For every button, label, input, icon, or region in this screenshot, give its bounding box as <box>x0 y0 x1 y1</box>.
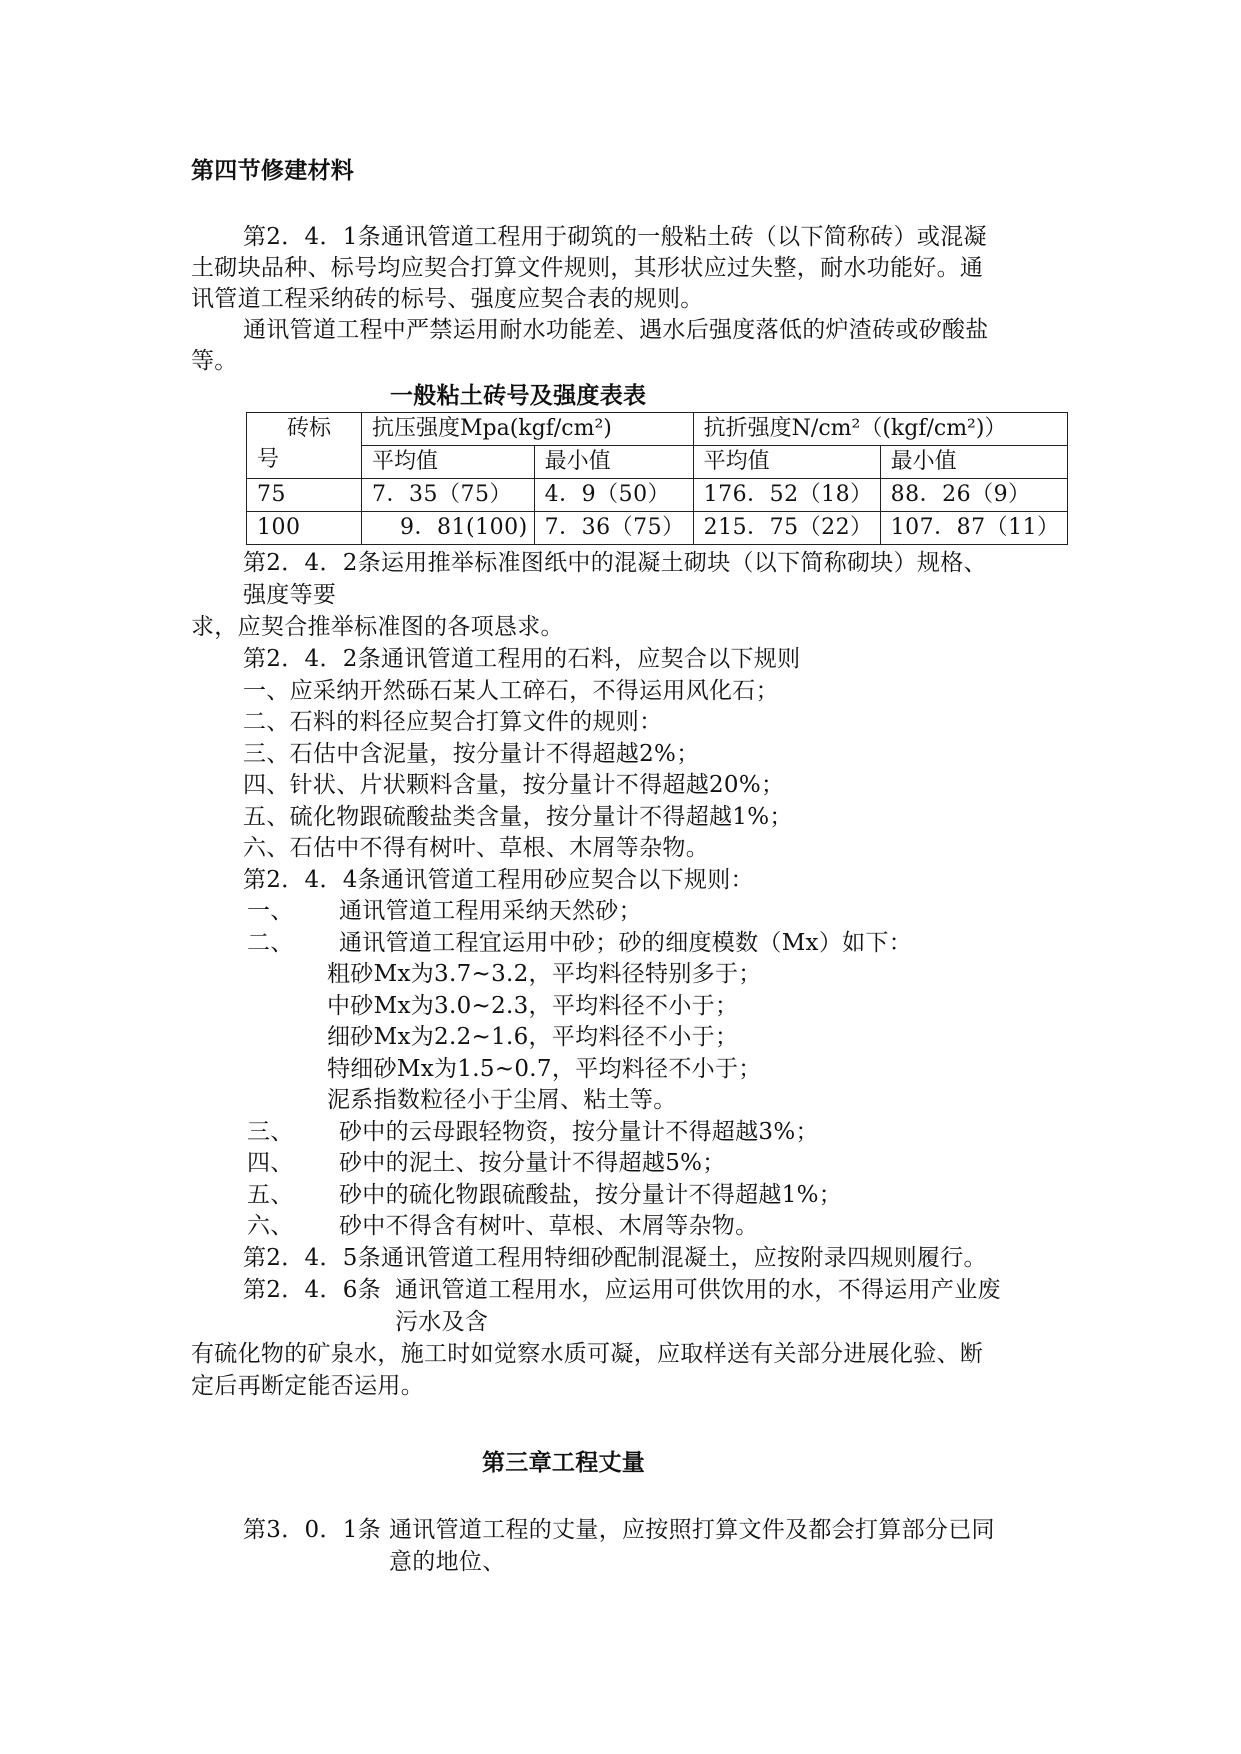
table-cell: 7．35（75） <box>362 479 535 512</box>
table-subheader-row <box>247 446 1068 479</box>
list-number: 四、 <box>247 1150 294 1176</box>
paragraph-line: 第2．4．5条通讯管道工程用特细砂配制混凝土，应按附录四规则履行。 <box>243 1245 987 1271</box>
stone-heading: 第2．4．2条通讯管道工程用的石料，应契合以下规则 <box>243 646 801 672</box>
list-item: 六、石估中不得有树叶、草根、木屑等杂物。 <box>243 835 709 861</box>
table-caption: 一般粘土砖号及强度表表 <box>390 383 647 409</box>
paragraph-line: 通讯管道工程用水，应运用可供饮用的水，不得运用产业废 <box>395 1277 1001 1303</box>
table-cell: 7．36（75） <box>534 512 693 545</box>
list-item: 通讯管道工程宜运用中砂；砂的细度模数（Mx）如下： <box>339 930 913 956</box>
table-header-cell: 抗折强度N/cm²（(kgf/cm²)） <box>693 413 1067 446</box>
paragraph-line: 通讯管道工程的丈量，应按照打算文件及都会打算部分已同 <box>389 1517 995 1543</box>
paragraph-line: 意的地位、 <box>389 1549 506 1575</box>
paragraph-line: 通讯管道工程中严禁运用耐水功能差、遇水后强度落低的炉渣砖或矽酸盐 <box>243 317 989 343</box>
article-label: 第3．0．1条 <box>243 1517 381 1543</box>
table-cell: 107．87（11） <box>880 512 1067 545</box>
table-header-row <box>247 413 1068 446</box>
paragraph-line: 等。 <box>191 348 238 374</box>
table-cell: 100 <box>247 512 362 545</box>
table-header-cell: 平均值 <box>693 446 880 479</box>
paragraph-line: 土砌块品种、标号均应契合打算文件规则，其形状应过失整，耐水功能好。通 <box>191 255 984 281</box>
paragraph-line: 定后再断定能否运用。 <box>191 1373 424 1399</box>
table-header-cell: 最小值 <box>534 446 693 479</box>
table-header-cell: 平均值 <box>362 446 535 479</box>
paragraph-line: 第2．4．1条通讯管道工程用于砌筑的一般粘土砖（以下简称砖）或混凝 <box>243 224 987 250</box>
list-number: 二、 <box>247 930 294 956</box>
paragraph-line: 第2．4．2条运用推举标准图纸中的混凝土砌块（以下简称砌块）规格、 <box>243 550 987 576</box>
list-item: 一、应采纳开然砾石某人工碎石，不得运用风化石； <box>243 678 779 704</box>
header-text: 砖标 <box>287 416 332 441</box>
list-item: 通讯管道工程用采纳天然砂； <box>339 898 642 924</box>
table-row <box>247 479 1068 512</box>
table-row <box>247 512 1068 545</box>
paragraph-line: 有硫化物的矿泉水，施工时如觉察水质可凝，应取样送有关部分进展化验、断 <box>191 1341 984 1367</box>
header-text: 号 <box>257 447 280 472</box>
section-title: 第四节修建材料 <box>191 158 355 184</box>
sub-item: 细砂Mx为2.2~1.6，平均料径不小于； <box>327 1024 739 1050</box>
table-cell: 215．75（22） <box>693 512 880 545</box>
list-item: 二、石料的料径应契合打算文件的规则： <box>243 709 663 735</box>
paragraph-line: 求，应契合推举标准图的各项恳求。 <box>191 614 564 640</box>
sand-heading: 第2．4．4条通讯管道工程用砂应契合以下规则： <box>243 867 754 893</box>
sub-item: 泥系指数粒径小于尘屑、粘土等。 <box>327 1087 677 1113</box>
list-number: 六、 <box>247 1213 294 1239</box>
article-label: 第2．4．6条 <box>243 1277 381 1303</box>
sub-item: 中砂Mx为3.0~2.3，平均料径不小于； <box>327 993 739 1019</box>
chapter-title: 第三章工程丈量 <box>482 1450 646 1476</box>
paragraph-line: 讯管道工程采纳砖的标号、强度应契合表的规则。 <box>191 286 704 312</box>
paragraph-line: 污水及含 <box>395 1309 489 1335</box>
list-item: 三、石估中含泥量，按分量计不得超越2%； <box>243 741 700 767</box>
sub-item: 粗砂Mx为3.7~3.2，平均料径特别多于； <box>327 961 762 987</box>
table-header-cell: 最小值 <box>880 446 1067 479</box>
list-item: 五、硫化物跟硫酸盐类含量，按分量计不得超越1%； <box>243 804 793 830</box>
list-number: 三、 <box>247 1119 294 1145</box>
list-item: 砂中的泥土、按分量计不得超越5%； <box>339 1150 726 1176</box>
table-header-cell: 抗压强度Mpa(kgf/cm²) <box>362 413 694 446</box>
list-item: 砂中不得含有树叶、草根、木屑等杂物。 <box>339 1213 759 1239</box>
sub-item: 特细砂Mx为1.5~0.7，平均料径不小于； <box>327 1056 762 1082</box>
list-item: 砂中的云母跟轻物资，按分量计不得超越3%； <box>339 1119 819 1145</box>
table-cell: 4．9（50） <box>534 479 693 512</box>
table-cell: 75 <box>247 479 362 512</box>
table-cell: 88．26（9） <box>880 479 1067 512</box>
list-item: 砂中的硫化物跟硫酸盐，按分量计不得超越1%； <box>339 1182 843 1208</box>
paragraph-line: 强度等要 <box>243 582 337 608</box>
list-number: 五、 <box>247 1182 294 1208</box>
table-header-cell <box>247 413 362 479</box>
brick-strength-table <box>246 412 1068 545</box>
table-cell: 176．52（18） <box>693 479 880 512</box>
list-item: 四、针状、片状颗料含量，按分量计不得超越20%； <box>243 772 785 798</box>
list-number: 一、 <box>247 898 294 924</box>
table-cell: 9．81(100) <box>362 512 535 545</box>
